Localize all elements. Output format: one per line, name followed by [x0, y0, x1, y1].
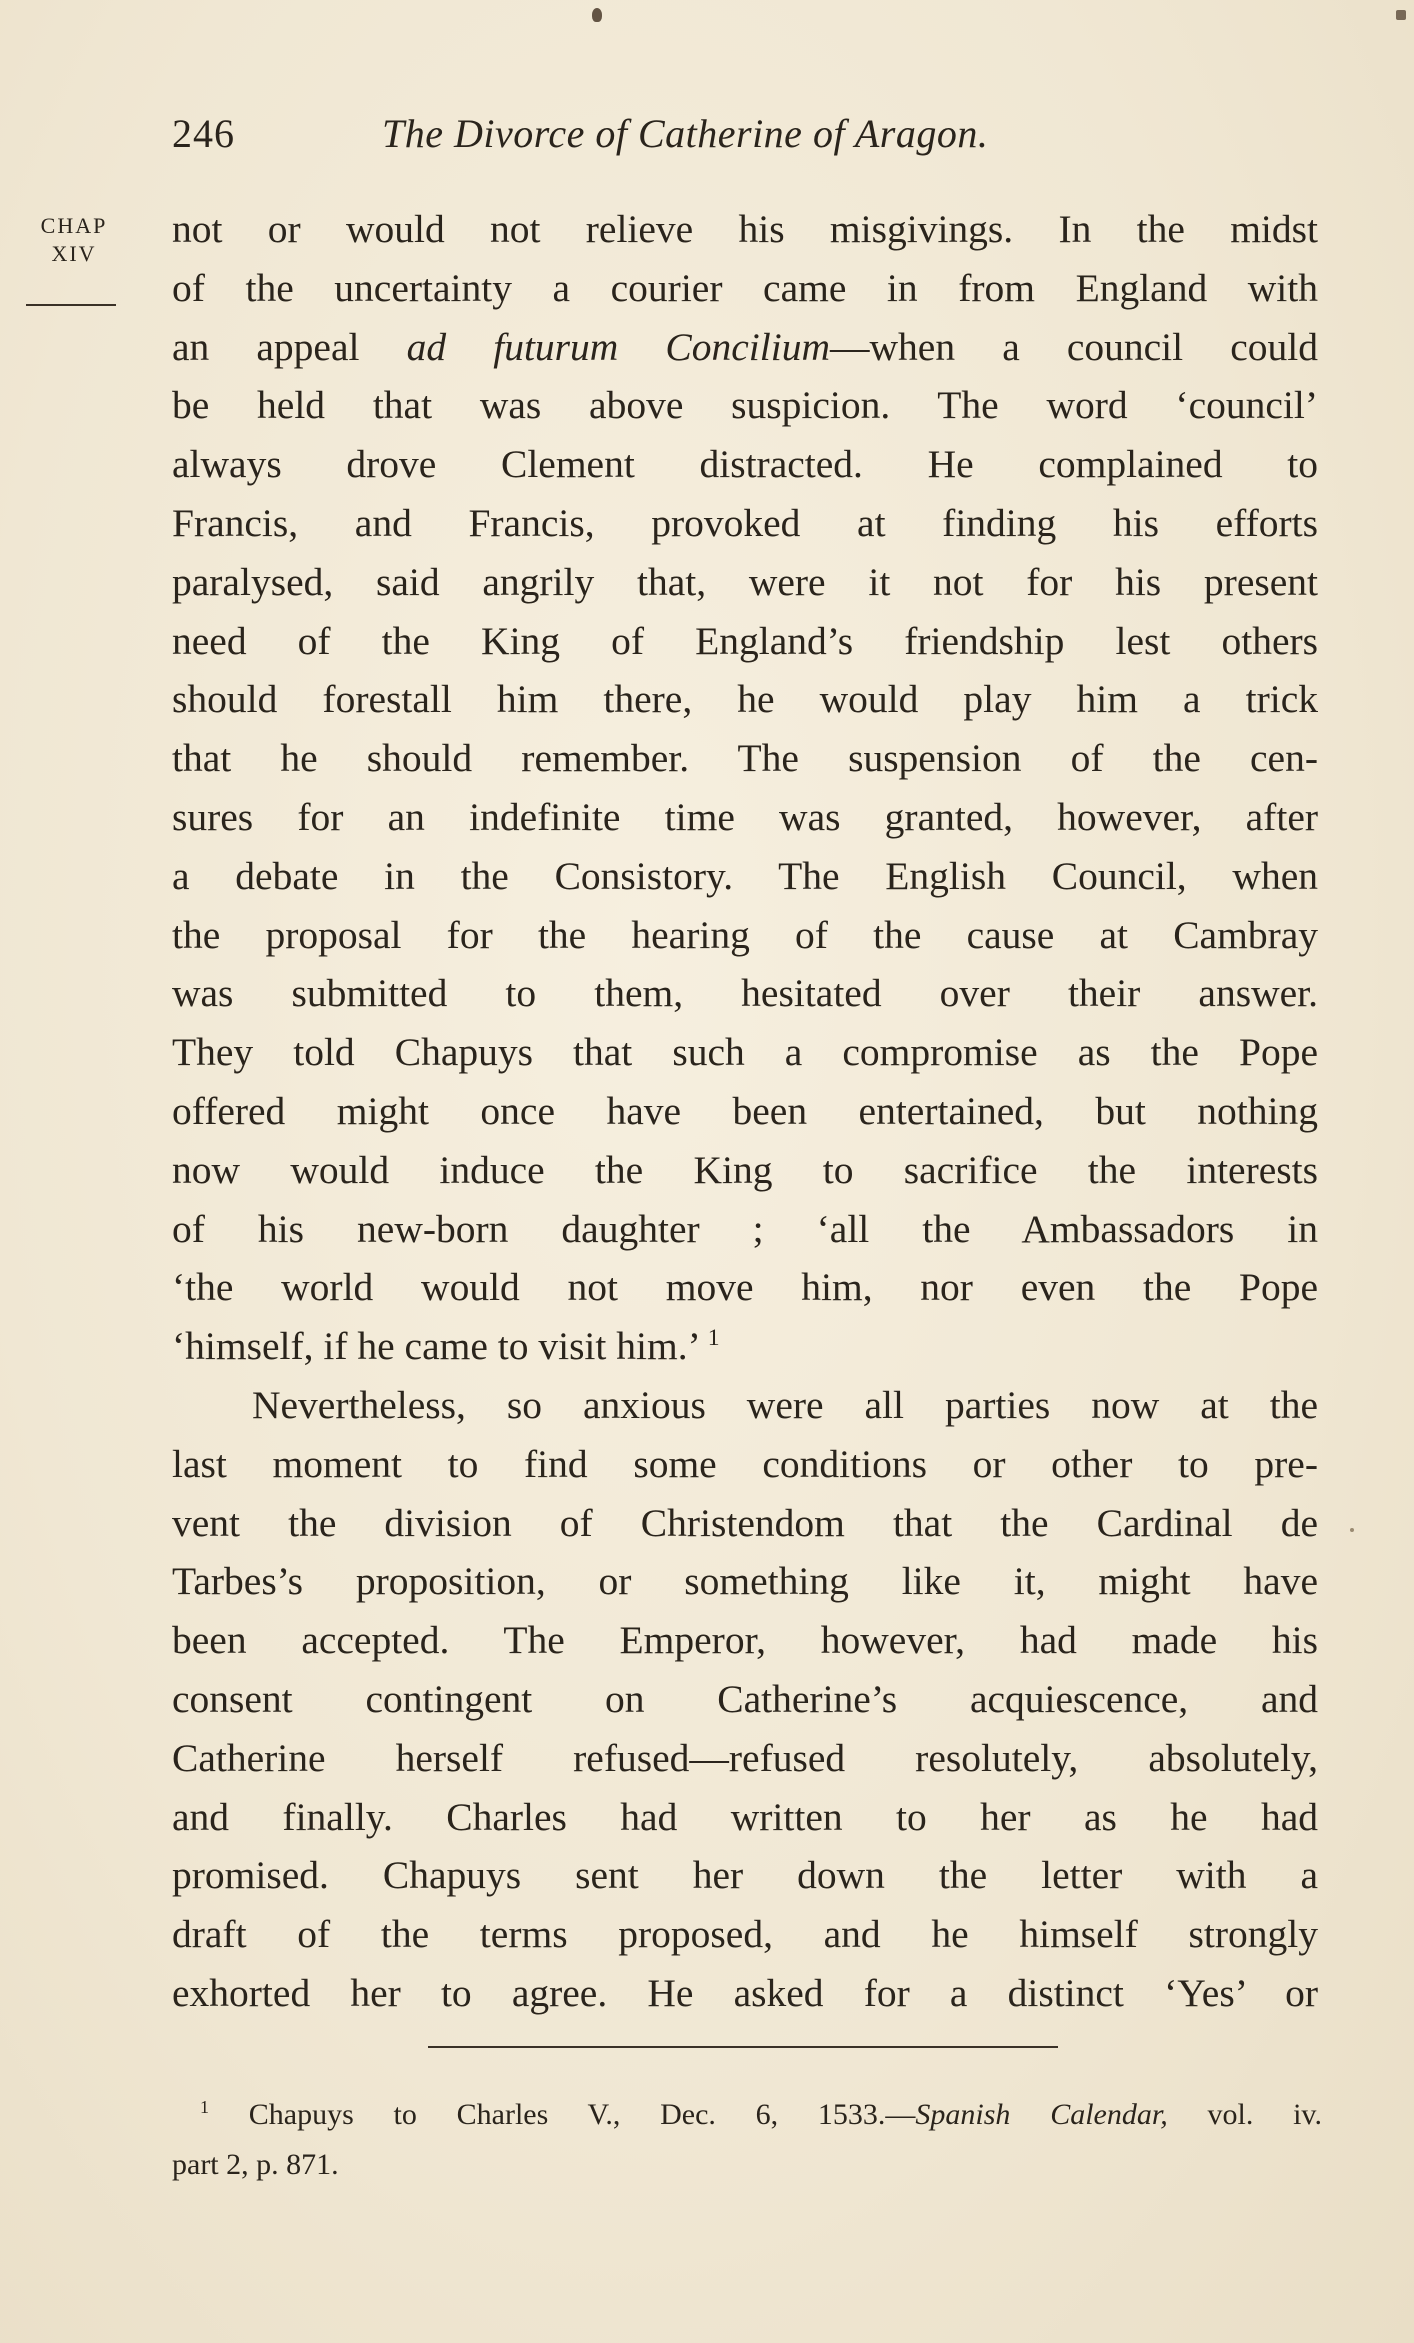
footnote: [172, 2090, 1322, 2190]
text-fragment: ‘himself, if he came to visit him.’: [172, 1324, 698, 1369]
text-line: exhorted her to agree. He asked for a distinct ‘Yes’ or: [172, 1970, 1318, 2015]
text-line: now would induce the King to sacrifice the interests: [172, 1147, 1318, 1192]
text-line: draft of the terms proposed, and he himself strongly: [172, 1912, 1318, 1957]
footnote-reference: 1: [707, 1324, 720, 1351]
footnote-marker: 1: [200, 2097, 209, 2117]
chapter-margin-note: [26, 212, 122, 268]
text-line: paralysed, said angrily that, were it not for his present: [172, 559, 1318, 604]
footnote-rule: [428, 2046, 1058, 2048]
text-line: [172, 318, 1318, 377]
footnote-line: part 2, p. 871.: [172, 2148, 339, 2181]
text-fragment: an appeal: [172, 324, 407, 369]
text-line: the proposal for the hearing of the cause at Cambray: [172, 912, 1318, 957]
page-number: 246: [172, 111, 235, 156]
text-line: consent contingent on Catherine’s acquiescence, and: [172, 1676, 1318, 1721]
text-line: was submitted to them, hesitated over their answer.: [172, 971, 1318, 1016]
text-line: always drove Clement distracted. He complained to: [172, 442, 1318, 487]
text-line: ‘the world would not move him, nor even the Pope: [172, 1265, 1318, 1310]
text-line: [172, 1317, 1318, 1376]
paragraph-first-line: Nevertheless, so anxious were all parties now at the: [252, 1382, 1318, 1427]
body-text: [172, 200, 1318, 2023]
text-line: of the uncertainty a courier came in from England with: [172, 265, 1318, 310]
footnote-line: [172, 2090, 1322, 2140]
footnote-text: Chapuys to Charles V., Dec. 6, 1533.—: [209, 2098, 916, 2131]
text-line: be held that was above suspicion. The word ‘council’: [172, 383, 1318, 428]
text-line: Francis, and Francis, provoked at finding his efforts: [172, 500, 1318, 545]
text-line: need of the King of England’s friendship lest others: [172, 618, 1318, 663]
text-line: and finally. Charles had written to her as he had: [172, 1794, 1318, 1839]
text-line: They told Chapuys that such a compromise as the Pope: [172, 1030, 1318, 1075]
text-line: of his new-born daughter ; ‘all the Ambassadors in: [172, 1206, 1318, 1251]
margin-rule: [26, 304, 116, 306]
chapter-number: XIV: [51, 241, 97, 266]
text-line: promised. Chapuys sent her down the letter with a: [172, 1853, 1318, 1898]
text-line: last moment to find some conditions or other to pre-: [172, 1441, 1318, 1486]
footnote-source-title: Spanish Calendar,: [915, 2098, 1168, 2131]
ink-speck: [1350, 1528, 1354, 1532]
ink-speck: [592, 8, 602, 22]
text-line: should forestall him there, he would play him a trick: [172, 677, 1318, 722]
latin-phrase: ad futurum Concilium: [406, 324, 831, 369]
text-line: Catherine herself refused—refused resolutely, absolutely,: [172, 1735, 1318, 1780]
text-line: a debate in the Consistory. The English Council, when: [172, 853, 1318, 898]
text-line: not or would not relieve his misgivings. In the midst: [172, 207, 1318, 251]
footnote-text: vol. iv.: [1167, 2098, 1322, 2131]
text-line: sures for an indefinite time was granted, however, after: [172, 794, 1318, 839]
text-line: that he should remember. The suspension of the cen-: [172, 736, 1318, 781]
text-line: Tarbes’s proposition, or something like it, might have: [172, 1559, 1318, 1604]
running-header: [172, 104, 1322, 164]
chapter-label: CHAP: [40, 213, 108, 238]
text-line: vent the division of Christendom that the Cardinal de: [172, 1500, 1318, 1545]
text-line: offered might once have been entertained, but nothing: [172, 1088, 1318, 1133]
ink-speck: [1396, 10, 1406, 20]
text-fragment: —when a council could: [830, 324, 1318, 369]
running-title: The Divorce of Catherine of Aragon.: [382, 111, 989, 156]
text-line: been accepted. The Emperor, however, had made his: [172, 1618, 1318, 1663]
